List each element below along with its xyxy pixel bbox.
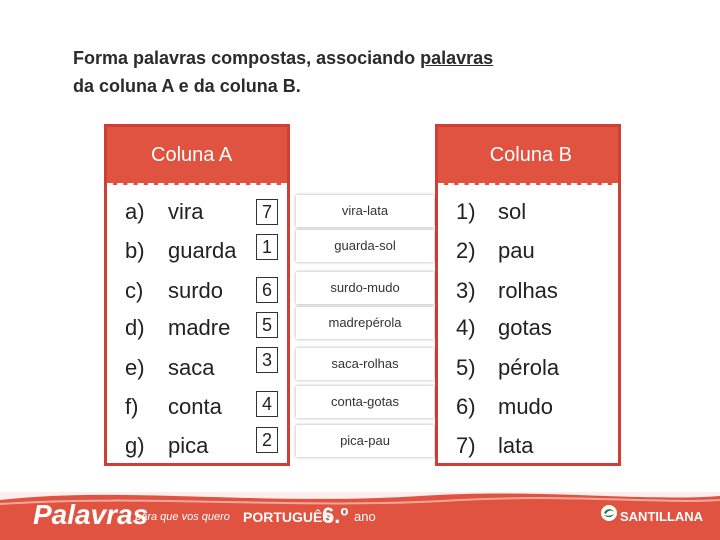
santillana-logo-icon [600,504,618,522]
column-b-number: 3) [456,278,476,303]
column-b-word: lata [498,433,534,458]
subject-label: PORTUGUÊS [243,509,332,525]
column-a-word: vira [168,199,204,224]
column-b-word: mudo [498,394,554,419]
answer-field[interactable]: conta-gotas [296,386,434,418]
match-number-box[interactable]: 6 [256,277,278,303]
brand-name: Palavras [33,499,149,530]
instruction-line1-start: Forma palavras compostas, associando [73,48,421,68]
column-a-letter: c) [125,278,144,303]
column-a-letter: b) [125,238,145,263]
column-b-number: 7) [456,433,476,458]
column-b-word: sol [498,199,527,224]
brand-tagline: , para que vos quero [129,511,230,523]
column-a-word: madre [168,315,231,340]
answer-field[interactable]: saca-rolhas [296,348,434,380]
column-b-number: 1) [456,199,476,224]
answer-field[interactable]: guarda-sol [296,230,434,262]
column-b-word: gotas [498,315,552,340]
match-number-box[interactable]: 2 [256,427,278,453]
column-b-header: Coluna B [438,127,618,185]
column-a-word: surdo [168,278,224,303]
column-b-number: 6) [456,394,476,419]
grade-label: 6.º [322,503,349,528]
answer-field[interactable]: madrepérola [296,307,434,339]
column-b-word: pau [498,238,535,263]
column-a-letter: e) [125,355,145,380]
answer-field[interactable]: vira-lata [296,195,434,227]
match-number-box[interactable]: 1 [256,234,278,260]
instruction-line2: da coluna A e da coluna B. [73,76,301,96]
column-b-word: pérola [498,355,560,380]
instruction-underlined-word: palavras [420,48,494,68]
column-a-word: pica [168,433,209,458]
column-a-letter: f) [125,394,139,419]
column-a-letter: g) [125,433,145,458]
column-a-header: Coluna A [107,127,287,185]
footer-bar [0,492,720,540]
grade-suffix: ano [354,509,376,524]
column-a-letter: a) [125,199,145,224]
instruction-text [73,44,673,100]
publisher-name: SANTILLANA [620,509,704,524]
column-a-letter: d) [125,315,145,340]
column-b-word: rolhas [498,278,558,303]
column-b-number: 2) [456,238,476,263]
column-a-word: saca [168,355,215,380]
column-b-number: 5) [456,355,476,380]
answer-field[interactable]: pica-pau [296,425,434,457]
match-number-box[interactable]: 4 [256,391,278,417]
match-number-box[interactable]: 5 [256,312,278,338]
match-number-box[interactable]: 3 [256,347,278,373]
match-number-box[interactable]: 7 [256,199,278,225]
column-b-number: 4) [456,315,476,340]
answer-field[interactable]: surdo-mudo [296,272,434,304]
column-a-word: guarda [168,238,237,263]
column-a-word: conta [168,394,222,419]
